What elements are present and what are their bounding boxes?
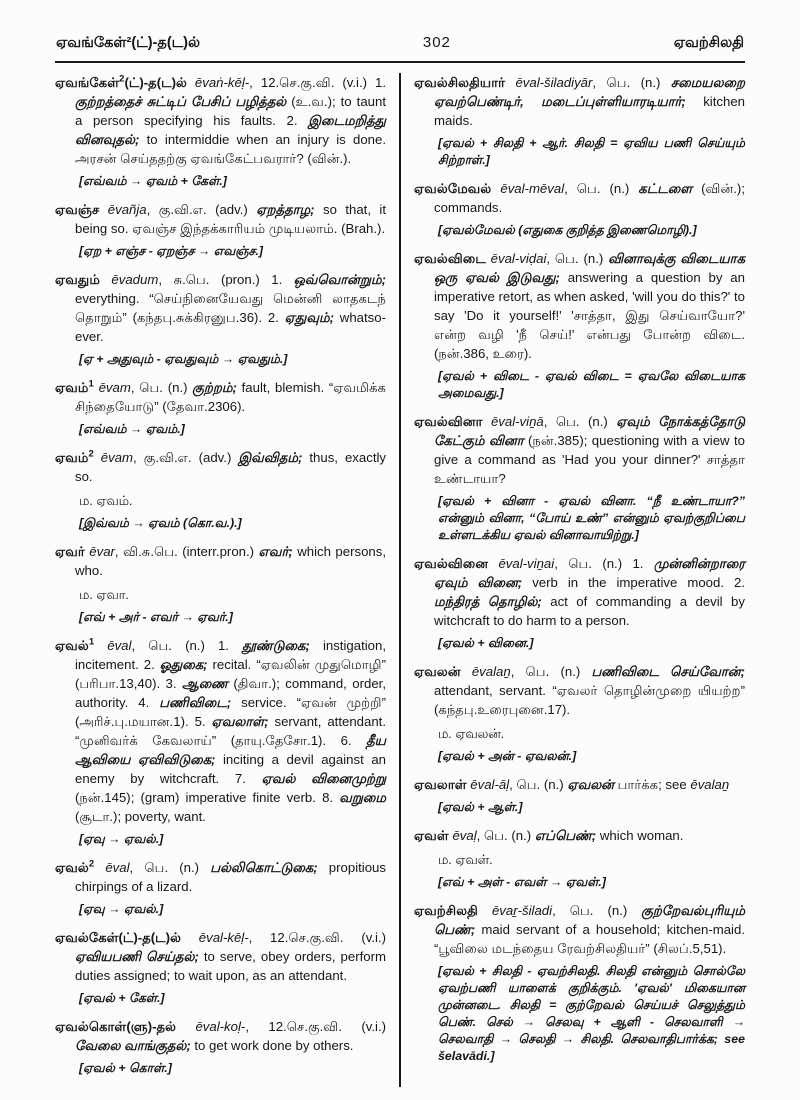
entry-segment: , பெ. (n.) <box>510 664 592 679</box>
entry-segment: thus, exactly so. <box>75 450 387 484</box>
entry-segment: எவர்; <box>258 544 293 559</box>
entry-segment: recital. “ஏவலின் முதுமொழி” (பரிபா.13,40). 3. <box>75 657 386 691</box>
entry-segment: (வின்.); commands. <box>434 181 745 215</box>
entry-definition-text <box>55 270 386 346</box>
entry-segment: ஏவலாள்; <box>211 714 269 729</box>
entry-segment: ēval-šiladiyār <box>515 75 593 90</box>
entry-segment: ஏவல் <box>55 860 89 875</box>
entry-segment: , பெ. (n.) <box>476 828 535 843</box>
entry-segment: , பெ. (n.) 1. <box>554 556 654 571</box>
entry-segment: ēvaṟ-šiladi <box>491 903 553 918</box>
entry-segment: , பெ. (n.) <box>546 251 609 266</box>
entry-definition-text <box>414 775 745 794</box>
entry-segment: , கு.வி.எ. (adv.) <box>146 202 257 217</box>
entry-segment <box>94 860 105 875</box>
entry-segment: ēvañja <box>107 202 147 217</box>
headword-sense-number: 2 <box>88 858 95 870</box>
entry-segment: , பெ. (n.) <box>130 380 193 395</box>
entry-segment: which woman. <box>596 828 684 843</box>
entry-segment: ēvalaṉ <box>471 664 511 679</box>
entry-segment: so that, it being so. ஏவஞ்ச இந்தக்காரியம் முடியலாம். (Brah.). <box>75 202 386 236</box>
dictionary-entry <box>55 200 386 260</box>
entry-segment: பணிவிடை; <box>159 695 232 710</box>
entry-segment: ஓதுகை; <box>159 657 208 672</box>
entry-segment: everything. “செய்நினையேவது மென்னி லாதகடந் தொறும்” (கந்தபு.சுக்கிரனுப.36). 2. <box>75 291 386 325</box>
entry-segment: , பெ. (n.) <box>592 75 671 90</box>
entry-segment: ēvaṅ-kēḷ- <box>194 75 250 90</box>
entry-definition-text <box>55 1017 386 1055</box>
dictionary-entry <box>55 73 386 190</box>
entry-segment: ஏவலன் <box>414 664 472 679</box>
entry-segment: fault, blemish. “ஏவமிக்க சிந்தையோடு” (தேவா.2306). <box>75 380 386 414</box>
entry-segment: propitious chirpings of a lizard. <box>75 860 386 894</box>
entry-definition-text <box>55 928 386 985</box>
dictionary-entry <box>55 636 386 848</box>
entry-etymology: [ஏ + அதுவும் - ஏவதுவும் → ஏவதும்.] <box>79 352 288 366</box>
entry-segment: ēval-kēḷ- <box>198 930 249 945</box>
entry-segment: ஏவல்சிலதியார் <box>414 75 516 90</box>
entry-segment: ēval <box>105 860 130 875</box>
entry-segment: எப்பெண்; <box>534 828 597 843</box>
entry-segment <box>94 638 107 653</box>
entry-segment: , 12.செ.கு.வி. (v.i.) <box>248 930 386 945</box>
entry-segment: ēval <box>107 638 132 653</box>
dictionary-entry <box>414 249 745 402</box>
entry-definition-text <box>55 200 386 238</box>
entry-etymology: [இவ்வம் → ஏவம் (கொ.வ.).] <box>79 516 242 530</box>
entry-segment: ஏவங்கேள் <box>55 75 120 90</box>
entry-definition-text <box>55 448 386 486</box>
entry-segment: கட்டளை <box>638 181 693 196</box>
entry-segment: குற்றம்; <box>192 380 237 395</box>
entry-segment: ஏவல்வினை <box>414 556 499 571</box>
entry-etymology: [ஏவல் + கேள்.] <box>79 991 165 1005</box>
entry-etymology: [ஏவு → ஏவல்.] <box>79 832 164 846</box>
entry-segment: ஏவற்சிலதி <box>414 903 492 918</box>
entry-segment: ஒவ்வொன்றும்; <box>293 272 386 287</box>
entry-segment: ஏவர் <box>55 544 90 559</box>
headword-sense-number: 2 <box>119 73 125 85</box>
entry-segment: பல்லிகொட்டுகை; <box>210 860 318 875</box>
entry-definition-text <box>55 542 386 580</box>
entry-segment: , 12.செ.கு.வி. (v.i.) 1. <box>249 75 386 90</box>
entry-segment: ஏவள் <box>414 828 453 843</box>
entry-etymology: [எவ்வம் → ஏவம் + கேள்.] <box>79 174 227 188</box>
entry-segment: (சூடா.); poverty, want. <box>75 809 206 824</box>
entry-segment: service. “ஏவன் முற்றி” (அரிச்.பு.மயான.1). 5. <box>75 695 386 729</box>
entry-etymology: [ஏற + எஞ்ச - ஏறஞ்ச → எவஞ்ச.] <box>79 244 263 258</box>
dictionary-entry <box>414 412 745 544</box>
entry-segment: ēvaḷ <box>452 828 477 843</box>
entry-segment: பார்க்க; see <box>613 777 691 792</box>
entry-etymology: [எவ்வம் → ஏவம்.] <box>79 422 185 436</box>
entry-segment: which persons, who. <box>75 544 386 578</box>
entry-segment: , பெ. (n.) <box>564 181 639 196</box>
entry-segment: இவ்விதம்; <box>238 450 303 465</box>
dictionary-entry <box>55 928 386 1007</box>
dictionary-entry <box>55 378 386 438</box>
entry-segment: whatsoever. <box>75 310 386 344</box>
entry-segment: ēvam <box>100 450 134 465</box>
entry-segment: (உ.வ.); to taunt a person specifying his faults. 2. <box>75 94 386 128</box>
entry-segment: ஏவஞ்ச <box>55 202 108 217</box>
dictionary-entry <box>414 554 745 652</box>
entry-definition-text <box>55 858 386 896</box>
entry-definition-text <box>414 73 745 130</box>
entry-segment: தூண்டுகை; <box>242 638 310 653</box>
left-column <box>55 73 399 1087</box>
entry-segment: வறுமை <box>339 790 386 805</box>
dictionary-entry <box>414 901 745 1065</box>
entry-etymology: [ஏவல் + விடை - ஏவல் விடை = ஏவலே விடையாக அமைவது.] <box>438 369 745 400</box>
entry-segment: மந்திரத் தொழில்; <box>434 594 542 609</box>
headword-sense-number: 1 <box>88 378 94 390</box>
entry-segment: ēvadum <box>111 272 159 287</box>
entry-segment: verb in the imperative mood. 2. <box>522 575 746 590</box>
entry-etymology: [ஏவல் + அன் - ஏவலன்.] <box>438 749 577 763</box>
dictionary-entry <box>55 448 386 532</box>
headword-sense-number: 2 <box>88 448 94 460</box>
entry-segment: வேலை வாங்குதல்; <box>75 1038 191 1053</box>
entry-etymology: [ஏவு → ஏவல்.] <box>79 902 164 916</box>
entry-segment: ēval-mēval <box>500 181 565 196</box>
entry-segment: ēval-viṉai <box>498 556 555 571</box>
dictionary-entry <box>55 1017 386 1077</box>
entry-definition-text <box>414 826 745 845</box>
dictionary-entry <box>414 826 745 891</box>
dictionary-entry <box>55 270 386 368</box>
entry-etymology: [ஏவல் + ஆள்.] <box>438 800 523 814</box>
entry-segment: ஏவல்விடை <box>414 251 491 266</box>
dictionary-entry <box>414 73 745 169</box>
entry-etymology: [ஏவல் + சிலதி - ஏவற்சிலதி. சிலதி என்னும் சொல்லே ஏவற்பணி யாளைக் குறிக்கும். 'ஏவல்' மிகையான முன்னடை. சிலதி = குற்றேவல் செய்யச் செலுத்தும் பெண். செல் → செலவு + ஆளி - செலவாளி → செலவாதி → செலதி → சிலதி. செலவாதிபார்க்க; see šelavādi.] <box>438 964 745 1063</box>
entry-segment: inciting a devil against an enemy by witchcraft. 7. <box>75 752 386 786</box>
entry-etymology: [ஏவல் + சிலதி + ஆர். சிலதி = ஏவிய பணி செய்யும் சிற்றாள்.] <box>438 136 745 167</box>
entry-segment: ஏவும் நோக்கத்தோடு கேட்கும் வினா <box>434 414 745 448</box>
entry-segment: பணிவிடை செய்வோன்; <box>591 664 745 679</box>
entry-segment: இடைமறித்து வினவுதல்; <box>75 113 386 147</box>
entry-segment: ஏறத்தாழ; <box>256 202 315 217</box>
entry-segment: ஏவலன் <box>567 777 614 792</box>
entry-segment: ஏவலாள் <box>414 777 471 792</box>
entry-segment: act of commanding a devil by witchcraft to do harm to a person. <box>434 594 745 628</box>
headword-sense-number: 1 <box>88 636 95 648</box>
entry-segment: to serve, obey orders, perform duties assigned; to wait upon, as an attendant. <box>75 949 386 983</box>
entry-definition-text <box>55 378 386 416</box>
entry-definition-text <box>414 412 745 488</box>
entry-segment: தீய ஆவியை ஏவிவிடுகை; <box>75 733 386 767</box>
text-columns <box>0 63 800 1087</box>
entry-definition-text <box>55 636 386 826</box>
entry-segment: சமையலறை ஏவற்பெண்டிர், மடைப்புள்ளியாரடியார்; <box>434 75 745 109</box>
entry-segment: ēval-āḷ <box>470 777 510 792</box>
entry-segment: ēvar <box>89 544 115 559</box>
entry-segment: (ட்)-த(ட)ல் <box>124 75 195 90</box>
entry-cognate-note: ம. ஏவள். <box>438 852 493 867</box>
entry-segment: ஏவியபணி செய்தல்; <box>75 949 199 964</box>
dictionary-entry <box>414 775 745 816</box>
entry-definition-text <box>414 554 745 630</box>
entry-segment: குற்றேவல்புரியும் பெண்; <box>434 903 745 937</box>
entry-segment: attendant, servant. “ஏவலர் தொழின்முறை யியற்ற” (கந்தபு.உரைபுனை.17). <box>434 683 745 717</box>
entry-definition-text <box>414 179 745 217</box>
entry-etymology: [ஏவல்மேவல் (எதுகை குறித்த இணைமொழி).] <box>438 223 697 237</box>
entry-segment: , பெ. (n.) <box>509 777 568 792</box>
entry-etymology: [எவ் + அள் - எவள் → ஏவள்.] <box>438 875 606 889</box>
entry-segment: ēval-viḍai <box>490 251 547 266</box>
dictionary-entry <box>55 858 386 918</box>
entry-etymology: [ஏவல் + வினை.] <box>438 636 534 650</box>
entry-segment: , கு.வி.எ. (adv.) <box>133 450 239 465</box>
entry-segment: instigation, incitement. 2. <box>75 638 386 672</box>
entry-segment: , 12.செ.கு.வி. (v.i.) <box>245 1019 386 1034</box>
entry-segment: ஆணை <box>182 676 228 691</box>
entry-segment: குற்றத்தைச் சுட்டிப் பேசிப் பழித்தல் <box>75 94 287 109</box>
entry-segment: , பெ. (n.) <box>552 903 642 918</box>
entry-segment: ஏவல்மேவல் <box>414 181 501 196</box>
entry-segment: ēval-viṉā <box>490 414 544 429</box>
entry-segment: servant, attendant. “முனிவர்க் கேவலாய்” (தாயு.தேசோ.1). 6. <box>75 714 386 748</box>
entry-definition-text <box>414 249 745 363</box>
dictionary-entry <box>55 542 386 626</box>
entry-segment: , சு.பெ. (pron.) 1. <box>158 272 294 287</box>
entry-cognate-note: ம. ஏவலன். <box>438 726 505 741</box>
entry-segment: , பெ. (n.) 1. <box>131 638 243 653</box>
dictionary-entry <box>414 662 745 765</box>
entry-segment: ஏவதும் <box>55 272 112 287</box>
entry-segment: kitchen maids. <box>434 94 745 128</box>
right-column <box>401 73 745 1087</box>
entry-segment: , வி.சு.பெ. (interr.pron.) <box>114 544 259 559</box>
entry-segment: to get work done by others. <box>190 1038 354 1053</box>
entry-segment: ஏதுவும்; <box>284 310 334 325</box>
entry-segment: ஏவம் <box>55 380 89 395</box>
entry-segment: , பெ. (n.) <box>543 414 617 429</box>
entry-segment: answering a question by an imperative retort, as when asked, 'will you do this?' to say 'Do it yourself!' 'சாத்தா, இது செய்வாயோ?' என்ற வழி 'நீ செய்!' என்பது போன்ற விடை. (நன்.386, உரை). <box>434 270 745 361</box>
entry-segment: to intermiddie when an injury is done. அரசன் செய்ததற்கு ஏவங்கேட்பவரார்? (வின்.). <box>75 132 386 166</box>
entry-definition-text <box>414 901 745 958</box>
page-number: 302 <box>422 34 451 51</box>
entry-segment: ēval-koḷ- <box>195 1019 246 1034</box>
entry-definition-text <box>55 73 386 168</box>
entry-segment: maid servant of a household; kitchen-maid. “பூவிலை மடந்தைய ரேவற்சிலதியர்” (சிலப்.5,51). <box>434 922 745 956</box>
entry-segment: ஏவல் <box>55 638 89 653</box>
entry-segment: (நன்.145); (gram) imperative finite verb. 8. <box>75 790 340 805</box>
guide-word-right: ஏவற்சிலதி <box>673 35 744 51</box>
page-header <box>0 0 800 61</box>
dictionary-entry <box>414 179 745 239</box>
entry-etymology: [ஏவல் + கொள்.] <box>79 1061 172 1075</box>
entry-segment: ஏவல்கொள்(ளு)-தல் <box>55 1019 196 1034</box>
entry-definition-text <box>414 662 745 719</box>
entry-segment: ஏவல் வினைமுற்று <box>261 771 386 786</box>
entry-cognate-note: ம. ஏவா. <box>79 587 129 602</box>
entry-segment: ஏவம் <box>55 450 89 465</box>
entry-segment: , பெ. (n.) <box>129 860 211 875</box>
entry-etymology: [எவ் + அர் - எவர் → ஏவர்.] <box>79 610 233 624</box>
entry-segment: (நன்.385); questioning with a view to give a command as 'Had you your dinner?' சாத்தா உண்டாயா? <box>434 433 745 486</box>
entry-segment: ஏவல்வினா <box>414 414 491 429</box>
entry-segment: ஏவல்கேள்(ட்)-த(ட)ல் <box>55 930 199 945</box>
entry-segment <box>94 450 101 465</box>
entry-segment: ēvalaṉ <box>690 777 730 792</box>
entry-etymology: [ஏவல் + வினா - ஏவல் வினா. “நீ உண்டாயா?” என்னும் வினா, “போய் உண்” என்னும் ஏவற்குறிப்பை உள்ளடக்கிய ஏவல் வினாவாயிற்று.] <box>438 494 745 542</box>
entry-segment: முன்னின்றாரை ஏவும் வினை; <box>434 556 745 590</box>
entry-segment: வினாவுக்கு விடையாக ஒரு ஏவல் இடுவது; <box>434 251 746 285</box>
entry-segment: ēvam <box>98 380 131 395</box>
guide-word-left: ஏவங்கேள்²(ட்)-த(ட)ல் <box>56 35 201 51</box>
entry-segment: (திவா.); command, order, authority. 4. <box>75 676 386 710</box>
entry-cognate-note: ம. ஏவம். <box>79 493 133 508</box>
